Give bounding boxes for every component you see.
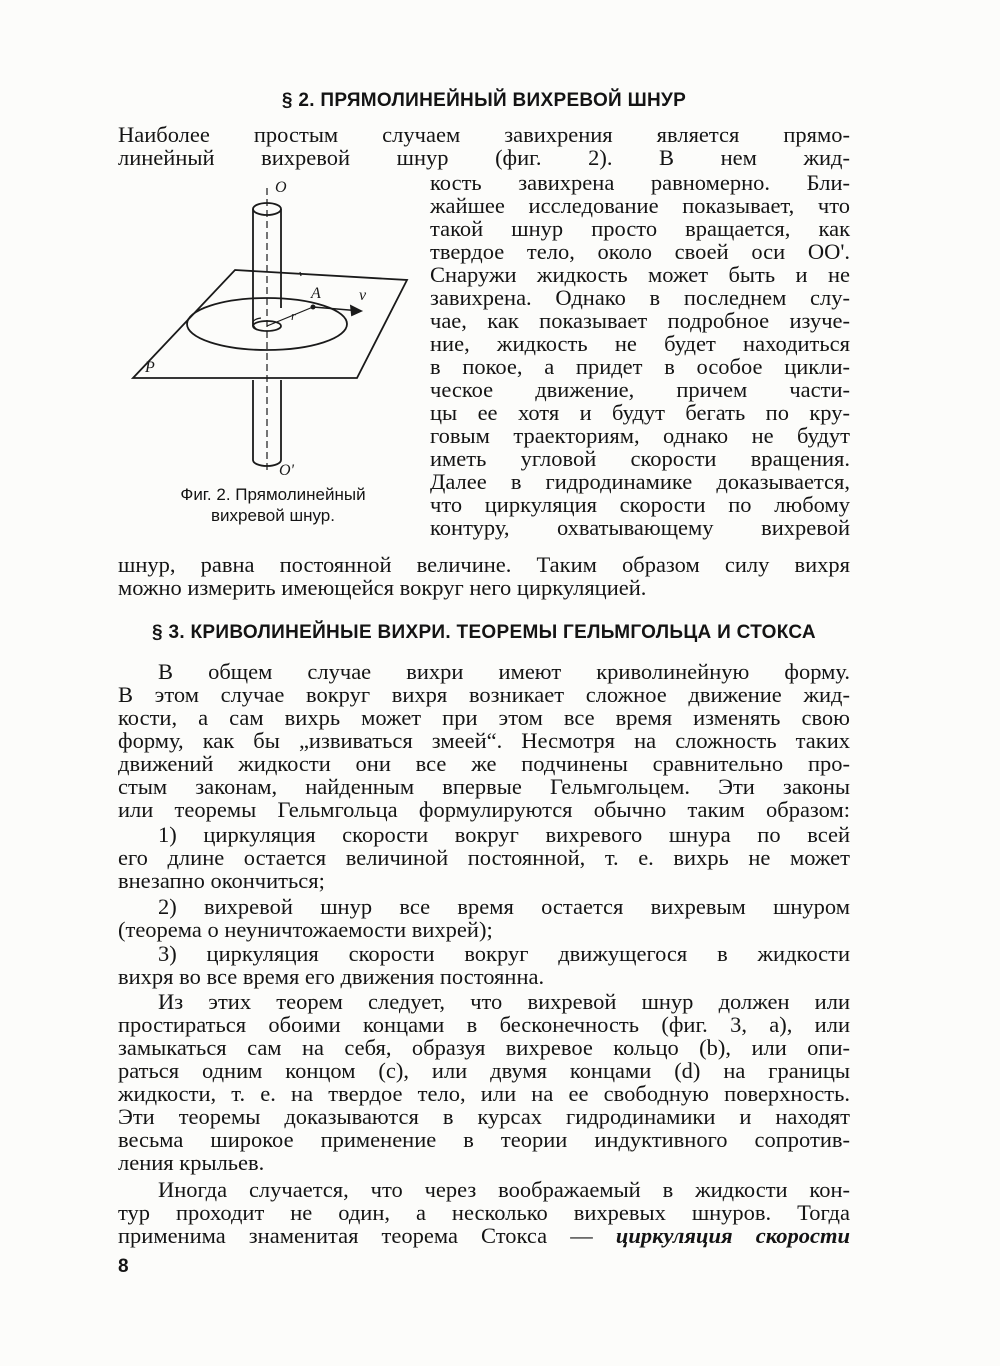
text-line: Снаружи жидкость может быть и не <box>430 262 850 287</box>
text-line: В общем случае вихри имеют криволинейную форму. <box>158 659 850 684</box>
caption-line: вихревой шнур. <box>211 506 335 525</box>
text-run: применима знаменитая теорема Стокса — <box>118 1223 616 1248</box>
text-line: ческое движение, причем части- <box>430 377 850 402</box>
section-3-heading: § 3. КРИВОЛИНЕЙНЫЕ ВИХРИ. ТЕОРЕМЫ ГЕЛЬМГОЛЬЦА И СТОКСА <box>152 622 816 643</box>
label-o: O <box>275 180 287 196</box>
text-line: чае, как показывает подробное изуче- <box>430 308 850 333</box>
label-p: P <box>145 359 155 376</box>
text-line: весьма широкое применение в теории индуктивного сопротив- <box>118 1127 850 1152</box>
text-line: его длине остается величиной постоянной, т. е. вихрь не может <box>118 845 850 870</box>
figure-2-caption <box>148 484 398 526</box>
label-a: A <box>311 285 321 302</box>
text-line: иметь угловой скорости вращения. <box>430 446 850 471</box>
text-line: кости, а сам вихрь может при этом все время изменять свою <box>118 705 850 730</box>
text-line: линейный вихревой шнур (фиг. 2). В нем жид- <box>118 145 850 170</box>
italic-emphasis: циркуляция скорости <box>615 1223 851 1248</box>
text-line: Из этих теорем следует, что вихревой шнур должен или <box>158 989 850 1014</box>
label-o-prime: O' <box>279 462 294 479</box>
text-line: движений жидкости они все же подчинены сравнительно про- <box>118 751 850 776</box>
label-r: r <box>291 308 297 323</box>
page-number: 8 <box>118 1256 129 1277</box>
text-line: завихрена. Однако в последнем слу- <box>430 285 850 310</box>
text-line-last <box>118 1224 850 1247</box>
theorem-item-2 <box>118 895 850 941</box>
text-line: 2) вихревой шнур все время остается вихревым шнуром <box>158 894 850 919</box>
text-line: жидкости, т. е. на твердое тело, или на ее свободную поверхность. <box>118 1081 850 1106</box>
text-line: в покое, а придет в особое цикли- <box>430 354 850 379</box>
text-line: говым траекториям, однако не будут <box>430 423 850 448</box>
text-line: Далее в гидродинамике доказывается, <box>430 469 850 494</box>
text-line: Наиболее простым случаем завихрения является прямо- <box>118 122 850 147</box>
point-a <box>311 305 316 310</box>
section-3-paragraph-2 <box>118 990 850 1174</box>
theorem-item-1 <box>118 823 850 892</box>
text-line: замыкаться сам на себя, образуя вихревое кольцо (b), или опи- <box>118 1035 850 1060</box>
section-3-paragraph-1 <box>118 660 850 821</box>
vortex-cord-diagram <box>125 180 415 480</box>
text-line: форму, как бы „извиваться змеей“. Несмотря на сложность таких <box>118 728 850 753</box>
text-line: тур проходит не один, а несколько вихревых шнуров. Тогда <box>118 1200 850 1225</box>
caption-line: Фиг. 2. Прямолинейный <box>180 485 366 504</box>
text-line: ления крыльев. <box>118 1150 265 1175</box>
theorem-item-3 <box>118 942 850 988</box>
text-line: 1) циркуляция скорости вокруг вихревого шнура по всей <box>158 822 850 847</box>
text-line: такой шнур просто вращается, как <box>430 216 850 241</box>
text-line: контуру, охватывающему вихревой <box>430 515 850 540</box>
text-line: Эти теоремы доказываются в курсах гидродинамики и находят <box>118 1104 850 1129</box>
text-line: вихря во все время его движения постоянна. <box>118 964 545 989</box>
text-line: цы ее хотя и будут бегать по кру- <box>430 400 850 425</box>
text-line: Иногда случается, что через воображаемый в жидкости кон- <box>158 1177 850 1202</box>
section-3-paragraph-3 <box>118 1178 850 1247</box>
figure-2 <box>125 180 415 485</box>
section-2-right-column <box>430 171 850 539</box>
text-line: можно измерить имеющейся вокруг него циркуляцией. <box>118 575 647 600</box>
label-v: v <box>359 287 367 304</box>
text-line: внезапно окончиться; <box>118 868 325 893</box>
text-line: или теоремы Гельмгольца формулируются обычно таким образом: <box>118 797 850 822</box>
text-line: шнур, равна постоянной величине. Таким образом силу вихря <box>118 552 850 577</box>
text-line: 3) циркуляция скорости вокруг движущегося в жидкости <box>158 941 850 966</box>
section-2-heading: § 2. ПРЯМОЛИНЕЙНЫЙ ВИХРЕВОЙ ШНУР <box>281 90 687 111</box>
section-2-closing <box>118 553 850 599</box>
text-line: жайшее исследование показывает, что <box>430 193 850 218</box>
text-line: (теорема о неуничтожаемости вихрей); <box>118 917 493 942</box>
section-2-intro <box>118 123 850 169</box>
text-line: ние, жидкость не будет находиться <box>430 331 850 356</box>
text-line: простираться обоими концами в бесконечность (фиг. 3, a), или <box>118 1012 850 1037</box>
text-line: твердое тело, около своей оси OO'. <box>430 239 850 264</box>
text-line: что циркуляция скорости по любому <box>430 492 850 517</box>
text-line: кость завихрена равномерно. Бли- <box>430 170 850 195</box>
text-line: стым законам, найденным впервые Гельмгольцем. Эти законы <box>118 774 850 799</box>
text-line: раться одним концом (c), или двумя концами (d) на границы <box>118 1058 850 1083</box>
text-line: В этом случае вокруг вихря возникает сложное движение жид- <box>118 682 850 707</box>
